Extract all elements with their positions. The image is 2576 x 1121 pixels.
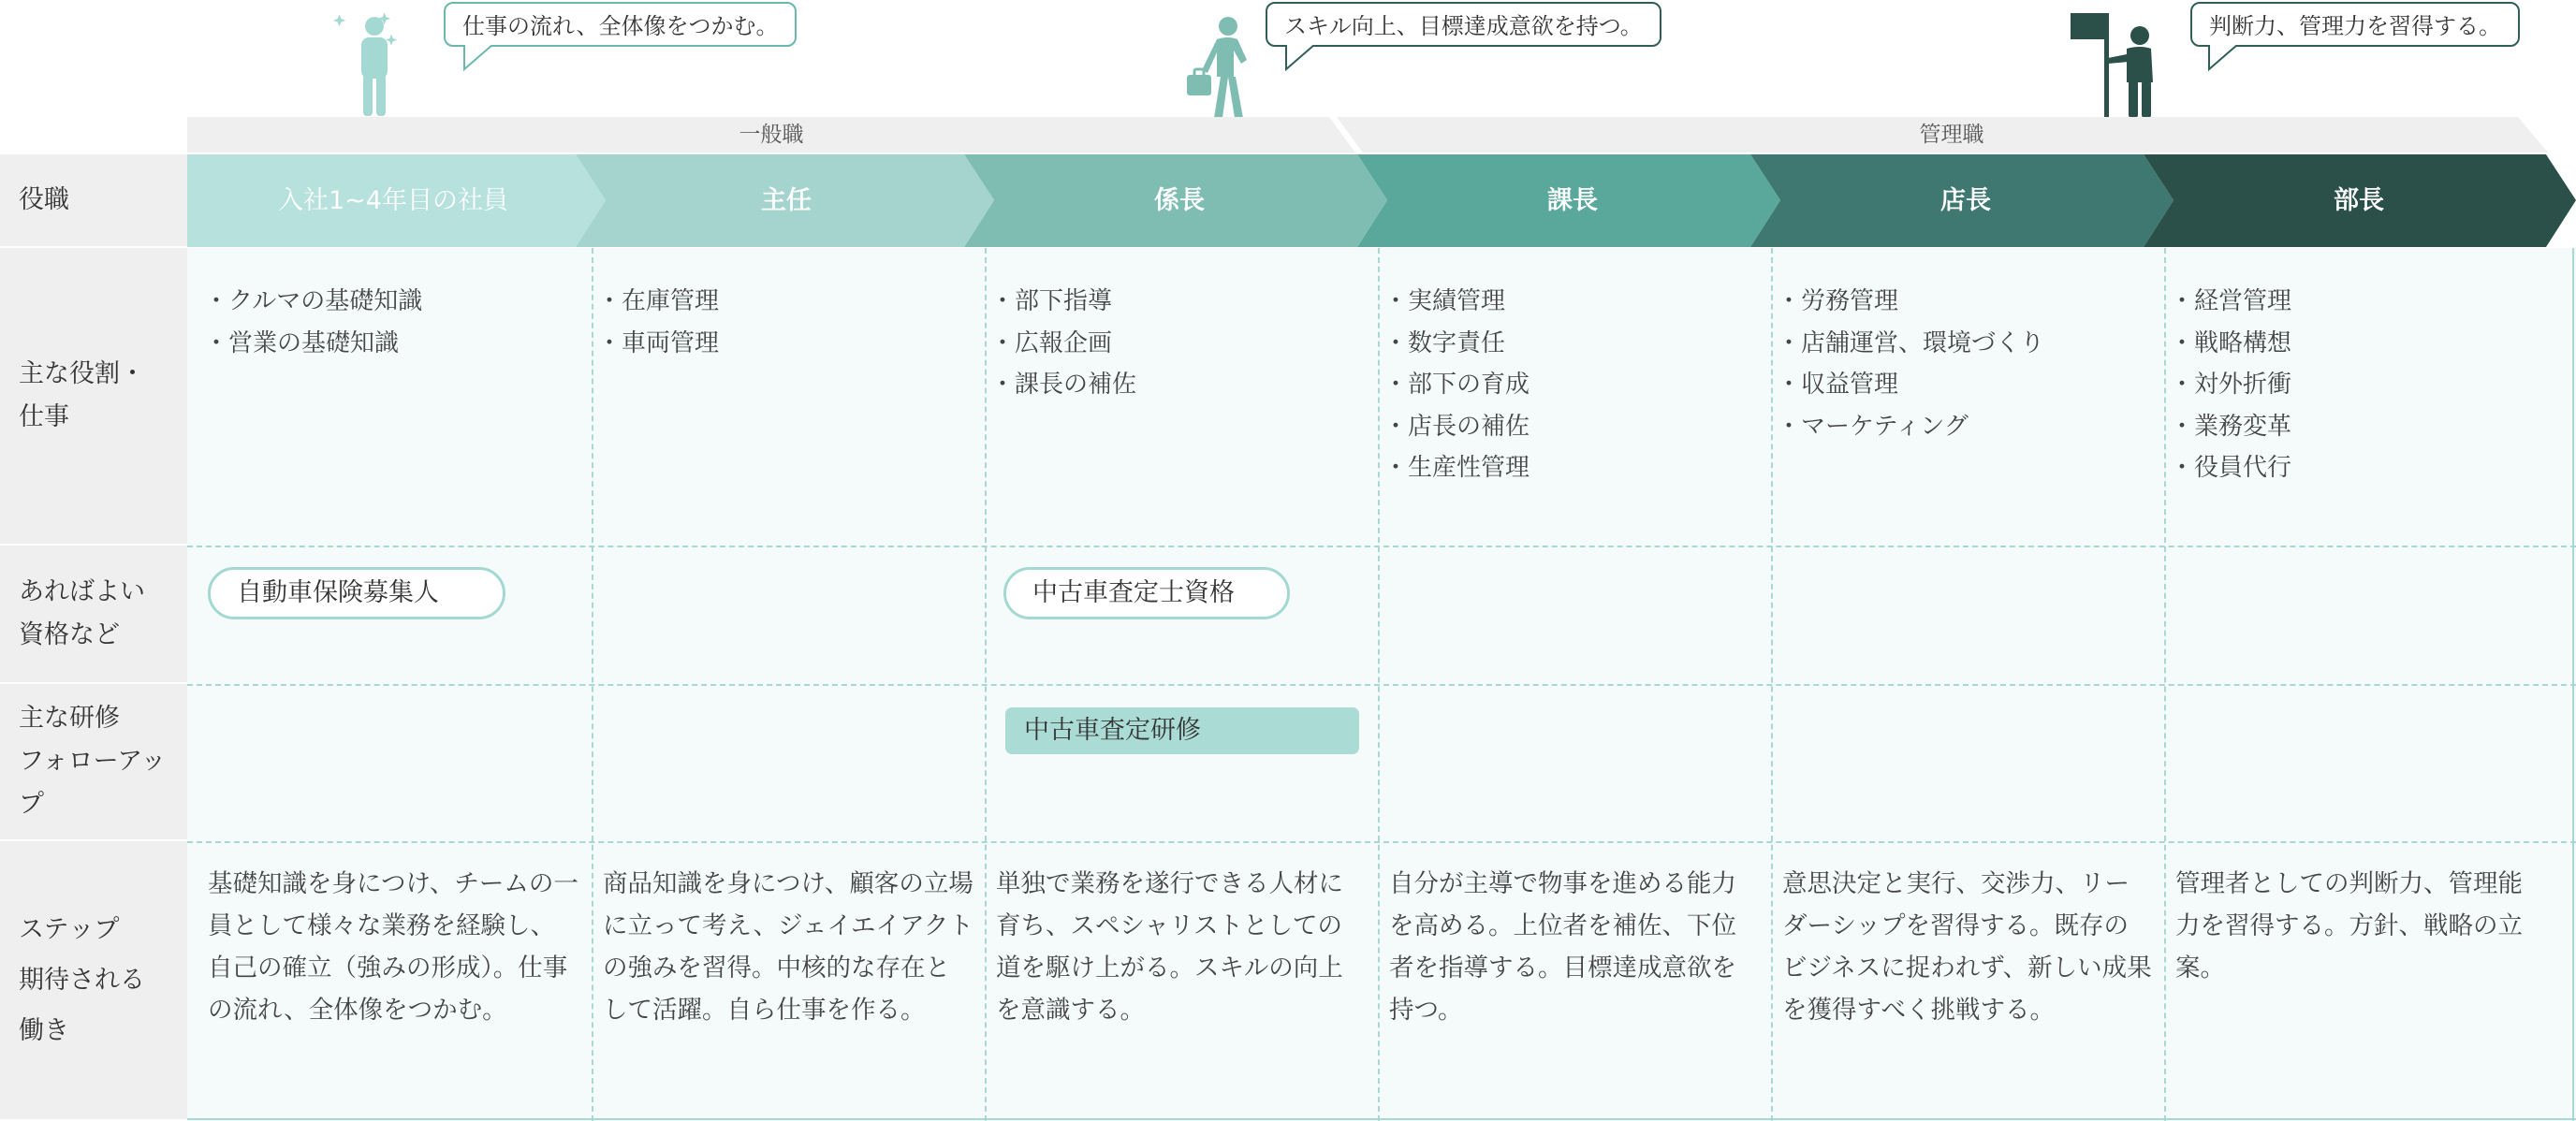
row-header-line: ステップ xyxy=(19,914,120,944)
expectation-text: 商品知識を身につけ、顧客の立場に立って考え、ジェイエイアクト の強みを習得。中核的な存在として活躍。自ら仕事を作る。 xyxy=(603,869,973,1025)
row-divider xyxy=(187,1118,2576,1120)
duty-item: ・ 収益管理 xyxy=(1777,364,2151,406)
row-header-line: 働き xyxy=(19,1015,69,1045)
speech-bubble-1: 仕事の流れ、全体像をつかむ。 xyxy=(444,2,797,47)
duty-item: ・ 労務管理 xyxy=(1777,281,2151,323)
row-header-line: 主な役割・ xyxy=(19,359,145,388)
person-sparkle-icon xyxy=(333,7,408,120)
role-title: 主任 xyxy=(761,186,812,215)
qualification-pill: 自動車保険募集人 xyxy=(208,567,505,619)
duties-cell xyxy=(990,281,1365,406)
role-title: 課長 xyxy=(1547,186,1598,215)
duty-item: ・ 店舗運営、環境づくり xyxy=(1777,323,2151,365)
duty-item: ・ 数字責任 xyxy=(1383,323,1758,365)
person-flag-icon xyxy=(2065,7,2168,120)
duty-item: ・ 対外折衝 xyxy=(2170,364,2544,406)
person-briefcase-icon xyxy=(1181,9,1266,120)
expectation-text: 基礎知識を身につけ、チームの一員として様々な業務を経験し、自己の確立（強みの形成）。仕事の流れ、全体像をつかむ。 xyxy=(208,869,578,1025)
duty-item: ・ 役員代行 xyxy=(2170,447,2544,489)
role-title: 店長 xyxy=(1940,186,1991,215)
duties-cell xyxy=(2170,281,2544,489)
duty-item: ・ 店長の補佐 xyxy=(1383,406,1758,448)
row-header-line: フォローアップ xyxy=(19,747,167,819)
expectation-text: 意思決定と実行、交渉力、リーダーシップを習得する。既存のビジネスに捉われず、新しい成果を獲得すべく挑戦する。 xyxy=(1782,869,2152,1025)
role-title: 部長 xyxy=(2334,186,2384,215)
band-general: 一般職 xyxy=(739,123,804,147)
speech-bubble-3: 判断力、管理力を習得する。 xyxy=(2190,2,2520,47)
duty-item: ・ 在庫管理 xyxy=(597,281,972,323)
expectation-text: 自分が主導で物事を進める能力を高める。上位者を補佐、下位者を指導する。目標達成意欲を持つ。 xyxy=(1389,869,1736,1025)
duties-cell xyxy=(204,281,578,364)
speech-bubble-2: スキル向上、目標達成意欲を持つ。 xyxy=(1266,2,1661,47)
duty-item: ・ 営業の基礎知識 xyxy=(204,323,578,365)
duty-item: ・ 課長の補佐 xyxy=(990,364,1365,406)
duty-item: ・ 業務変革 xyxy=(2170,406,2544,448)
duty-item: ・ 経営管理 xyxy=(2170,281,2544,323)
row-header-line: 仕事 xyxy=(19,402,69,431)
duty-item: ・ 実績管理 xyxy=(1383,281,1758,323)
row-divider xyxy=(187,546,2576,547)
duties-cell xyxy=(1383,281,1758,489)
duties-cell xyxy=(1777,281,2151,447)
band-management: 管理職 xyxy=(1919,123,1984,147)
role-title: 入社1~4年目の社員 xyxy=(278,186,508,215)
duty-item: ・ 生産性管理 xyxy=(1383,447,1758,489)
row-header-expect xyxy=(0,841,187,1121)
row-header-line: 主な研修 xyxy=(19,704,120,733)
expectation-text: 単独で業務を遂行できる人材に育ち、スペシャリストとしての道を駆け上がる。スキルの向上を意識する。 xyxy=(996,869,1343,1025)
row-header-duties xyxy=(0,248,187,546)
row-divider xyxy=(187,684,2576,686)
row-header-line: 資格など xyxy=(19,620,120,649)
training-tag: 中古車査定研修 xyxy=(1005,707,1359,754)
duty-item: ・ クルマの基礎知識 xyxy=(204,281,578,323)
bubble-tail xyxy=(462,45,494,71)
row-divider xyxy=(187,841,2576,843)
qualification-pill: 中古車査定士資格 xyxy=(1003,567,1290,619)
bubble-tail xyxy=(1284,45,1316,71)
duties-cell xyxy=(597,281,972,364)
duty-item: ・ 戦略構想 xyxy=(2170,323,2544,365)
row-header-quals xyxy=(0,546,187,684)
row-header-training xyxy=(0,684,187,841)
duty-item: ・ 広報企画 xyxy=(990,323,1365,365)
expectation-text: 管理者としての判断力、管理能力を習得する。方針、戦略の立案。 xyxy=(2175,869,2523,983)
duty-item: ・ 部下の育成 xyxy=(1383,364,1758,406)
duty-item: ・ 部下指導 xyxy=(990,281,1365,323)
row-header-line: あればよい xyxy=(19,577,145,606)
duty-item: ・ 車両管理 xyxy=(597,323,972,365)
duty-item: ・ マーケティング xyxy=(1777,406,2151,448)
role-title: 係長 xyxy=(1154,186,1205,215)
row-header-line: 期待される xyxy=(19,965,145,995)
bubble-tail xyxy=(2207,45,2239,71)
row-header-role: 役職 xyxy=(0,154,187,248)
